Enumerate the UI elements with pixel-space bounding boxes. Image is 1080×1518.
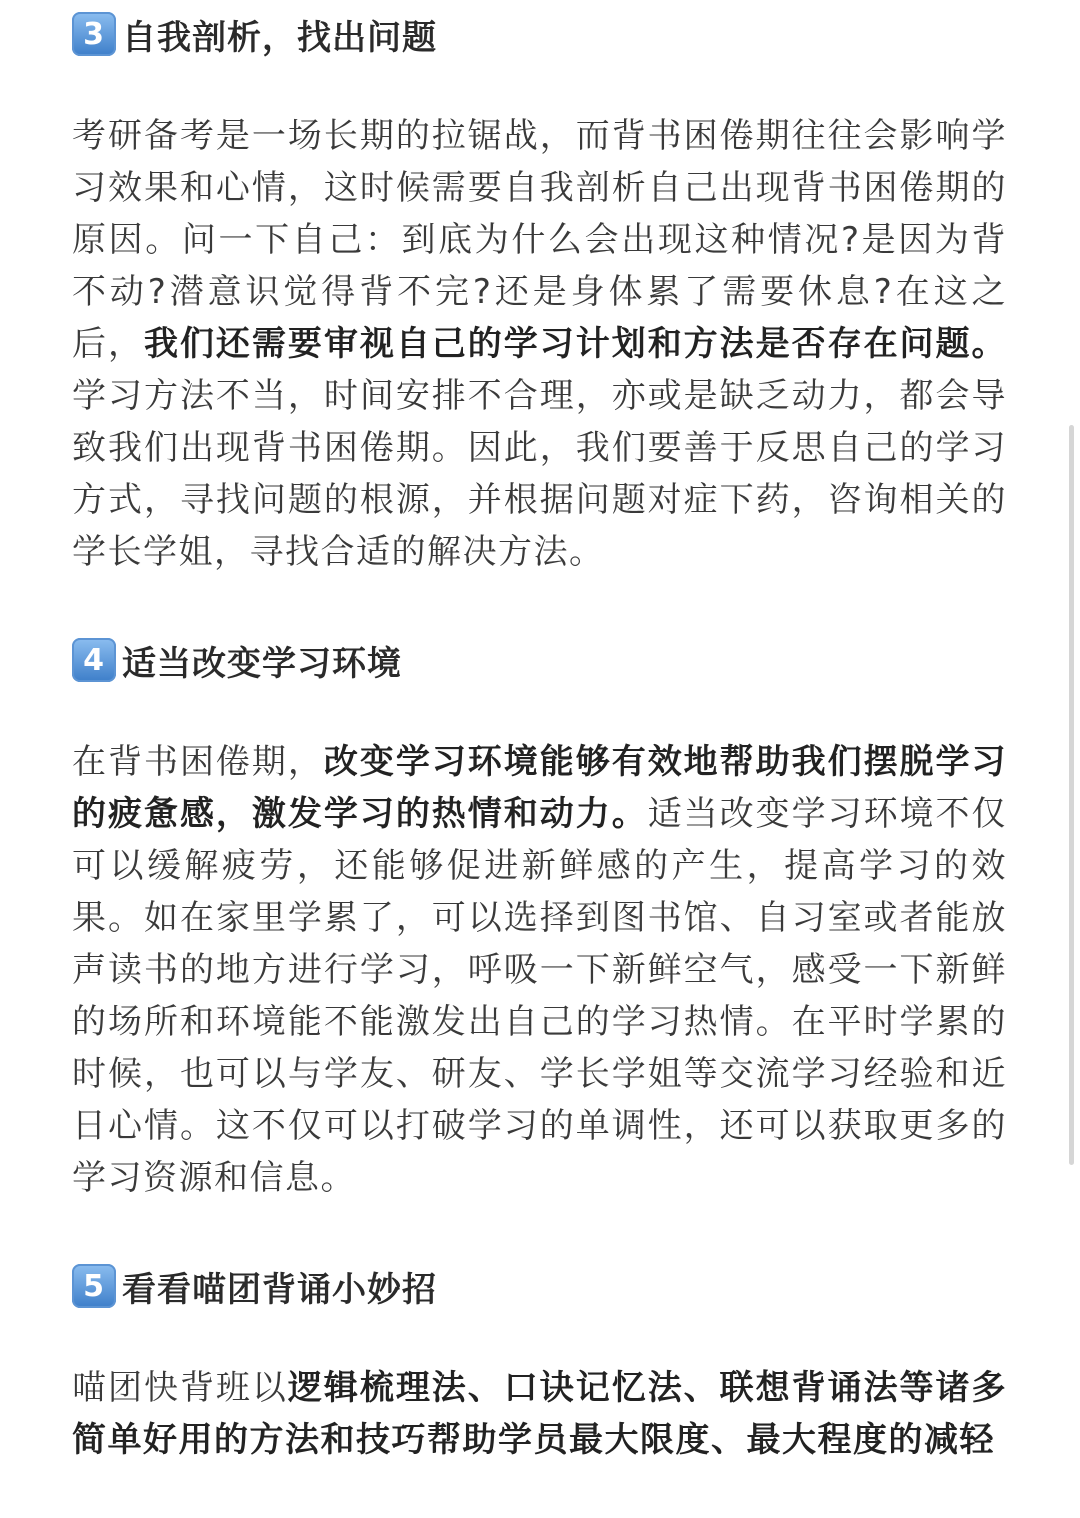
para-text: 学习方法不当，时间安排不合理，亦或是缺乏动力，都会导致我们出现背书困倦期。因此，我们要善于反思自己的学习方式，寻找问题的根源，并根据问题对症下药，咨询相关的学长学姐，寻找合适的解决方法。 — [72, 376, 1007, 572]
article-content — [72, 0, 1007, 1518]
section-3-title: 自我剖析，找出问题 — [122, 17, 437, 58]
section-3-heading — [72, 4, 1007, 64]
keycap-3-icon: 3 — [72, 12, 116, 56]
keycap-4-icon: 4 — [72, 638, 116, 682]
section-4-paragraph — [72, 736, 1007, 1204]
para-text: 适当改变学习环境不仅可以缓解疲劳，还能够促进新鲜感的产生，提高学习的效果。如在家里学累了，可以选择到图书馆、自习室或者能放声读书的地方进行学习，呼吸一下新鲜空气，感受一下新鲜的场所和环境能不能激发出自己的学习热情。在平时学累的时候，也可以与学友、研友、学长学姐等交流学习经验和近日心情。这不仅可以打破学习的单调性，还可以获取更多的学习资源和信息。 — [72, 794, 1008, 1198]
section-4-heading — [72, 630, 1007, 690]
para-text: 喵团快背班以 — [72, 1368, 288, 1408]
para-text: 在背书困倦期， — [72, 742, 324, 782]
section-5-heading — [72, 1256, 1007, 1316]
para-bold-text: 改变学习环境能够有效地帮助我们摆脱学习的疲惫感，激发学习的热情和动力。 — [72, 742, 1008, 834]
section-3-paragraph — [72, 110, 1007, 578]
keycap-5-icon: 5 — [72, 1264, 116, 1308]
scrollbar[interactable] — [1069, 425, 1074, 1165]
para-text: 考研备考是一场长期的拉锯战，而背书困倦期往往会影响学习效果和心情，这时候需要自我剖析自己出现背书困倦期的原因。问一下自己：到底为什么会出现这种情况?是因为背不动?潜意识觉得背不完?还是身体累了需要休息?在这之后， — [72, 116, 1007, 364]
section-5-title: 看看喵团背诵小妙招 — [122, 1269, 437, 1310]
para-bold-text: 逻辑梳理法、口诀记忆法、联想背诵法等诸多简单好用的方法和技巧帮助学员最大限度、最大程度的减轻 — [72, 1368, 1008, 1460]
para-bold-text: 我们还需要审视自己的学习计划和方法是否存在问题。 — [143, 324, 1008, 364]
section-5-paragraph — [72, 1362, 1007, 1466]
section-4-title: 适当改变学习环境 — [122, 643, 402, 684]
